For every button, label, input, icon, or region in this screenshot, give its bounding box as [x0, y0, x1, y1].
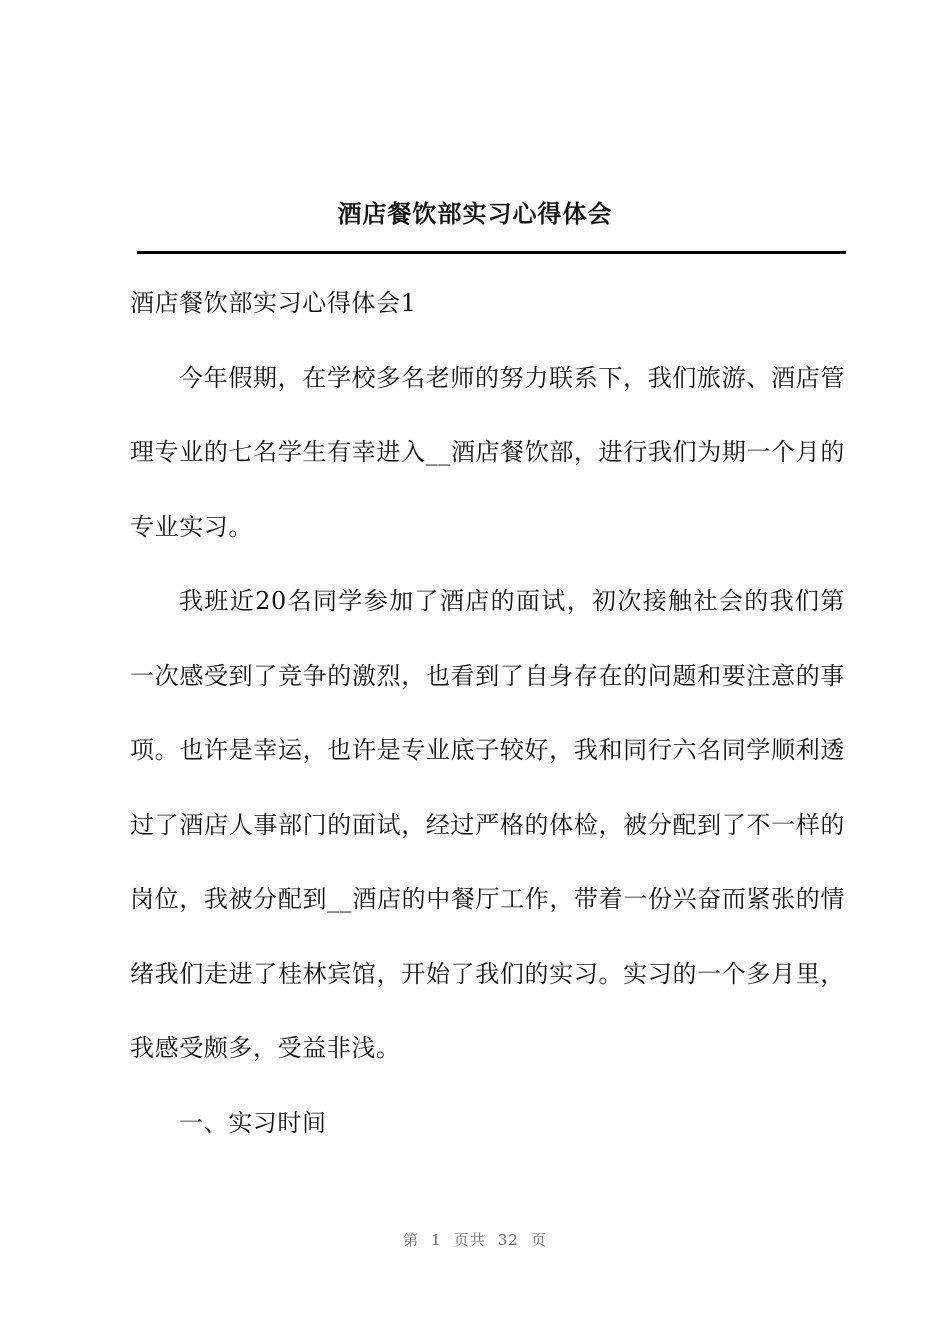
- footer-total-pages: 32: [497, 1231, 519, 1249]
- paragraph-1: 今年假期，在学校多名老师的努力联系下，我们旅游、酒店管理专业的七名学生有幸进入__酒店餐饮部，进行我们为期一个月的专业实习。: [130, 363, 845, 541]
- footer-label-page: 第: [403, 1231, 420, 1249]
- page-footer: [0, 1229, 950, 1251]
- title-divider: [137, 251, 846, 254]
- paragraph-2: 我班近20名同学参加了酒店的面试，初次接触社会的我们第一次感受到了竞争的激烈，也看到了自身存在的问题和要注意的事项。也许是幸运，也许是专业底子较好，我和同行六名同学顺利透过了酒店人事部门的面试，经过严格的体检，被分配到了不一样的岗位，我被分配到__酒店的中餐厅工作，带着一份兴奋而紧张的情绪我们走进了桂林宾馆，开始了我们的实习。实习的一个多月里，我感受颇多，受益非浅。: [130, 587, 845, 1062]
- footer-label-end: 页: [530, 1231, 547, 1249]
- document-body: [130, 266, 845, 1160]
- footer-current-page: 1: [431, 1231, 442, 1249]
- section-heading: 酒店餐饮部实习心得体会1: [130, 289, 417, 317]
- document-title: 酒店餐饮部实习心得体会: [337, 199, 613, 228]
- footer-label-of: 页共: [453, 1231, 486, 1249]
- subheading-internship-time: 一、实习时间: [179, 1108, 327, 1137]
